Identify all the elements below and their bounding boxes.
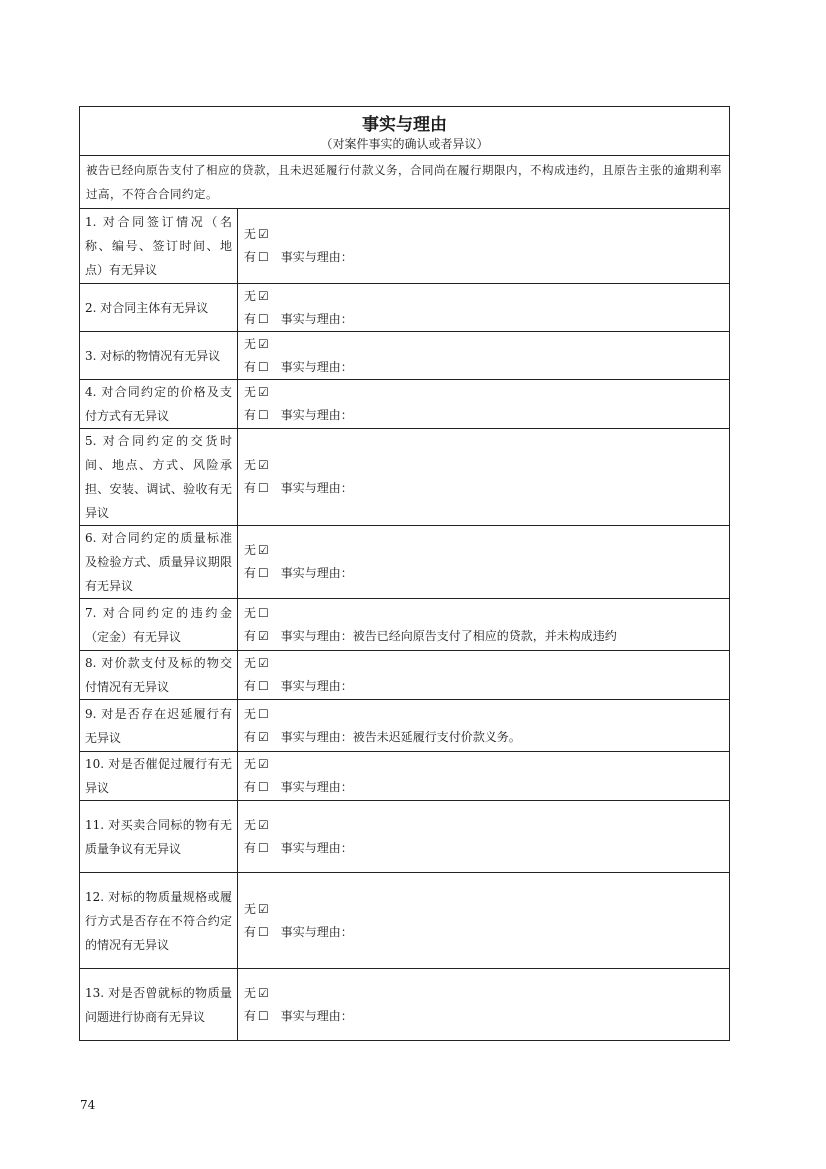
answer-cell: [238, 526, 730, 599]
none-line: [244, 602, 723, 625]
none-label: 无: [244, 458, 257, 472]
has-line: [244, 726, 723, 749]
has-checkbox[interactable]: ☐: [258, 679, 269, 693]
reason-text[interactable]: 被告已经向原告支付了相应的贷款，并未构成违约: [352, 628, 617, 643]
table-row: [80, 651, 730, 700]
none-label: 无: [244, 288, 257, 303]
none-label: 无: [244, 757, 257, 771]
has-label: 有: [244, 1008, 257, 1023]
has-line: [244, 308, 723, 331]
has-checkbox[interactable]: ☑: [258, 628, 269, 643]
has-line: [244, 562, 723, 585]
has-line: [244, 921, 723, 944]
reason-label: 事实与理由：: [280, 481, 353, 495]
none-line: [244, 898, 723, 921]
has-label: 有: [244, 481, 257, 495]
question-label: 11. 对买卖合同标的物有无质量争议有无异议: [80, 801, 238, 873]
has-checkbox[interactable]: ☐: [258, 250, 269, 264]
reason-text[interactable]: 被告未迟延履行支付价款义务。: [352, 729, 521, 744]
table-row: [80, 801, 730, 873]
has-line: [244, 776, 723, 799]
has-checkbox[interactable]: ☑: [258, 729, 269, 744]
has-label: 有: [244, 679, 257, 693]
none-checkbox[interactable]: ☑: [258, 458, 269, 472]
none-checkbox[interactable]: ☑: [258, 817, 269, 832]
none-label: 无: [244, 706, 257, 721]
has-line: [244, 675, 723, 698]
has-label: 有: [244, 408, 257, 422]
answer-cell: [238, 332, 730, 380]
has-label: 有: [244, 924, 257, 939]
header-cell: [80, 107, 730, 156]
none-line: [244, 333, 723, 356]
answer-cell: [238, 651, 730, 700]
has-label: 有: [244, 566, 257, 580]
has-checkbox[interactable]: ☐: [258, 359, 269, 374]
none-label: 无: [244, 385, 257, 399]
has-label: 有: [244, 729, 257, 744]
has-line: [244, 837, 723, 860]
answer-cell: [238, 969, 730, 1041]
has-line: [244, 477, 723, 500]
question-label: 2. 对合同主体有无异议: [80, 284, 238, 332]
question-label: 5. 对合同约定的交货时间、地点、方式、风险承担、安装、调试、验收有无异议: [80, 429, 238, 526]
none-line: [244, 539, 723, 562]
form-subtitle: （对案件事实的确认或者异议）: [320, 136, 489, 151]
none-line: [244, 454, 723, 477]
answer-cell: [238, 380, 730, 429]
has-label: 有: [244, 628, 257, 643]
has-checkbox[interactable]: ☐: [258, 481, 269, 495]
none-checkbox[interactable]: ☑: [258, 227, 269, 241]
none-line: [244, 982, 723, 1005]
question-label: 4. 对合同约定的价格及支付方式有无异议: [80, 380, 238, 429]
table-row: [80, 284, 730, 332]
none-label: 无: [244, 543, 257, 557]
reason-label: 事实与理由：: [280, 679, 353, 693]
question-label: 1. 对合同签订情况（名称、编号、签订时间、地点）有无异议: [80, 209, 238, 284]
none-label: 无: [244, 605, 257, 620]
none-checkbox[interactable]: ☑: [258, 901, 269, 916]
answer-cell: [238, 209, 730, 284]
has-checkbox[interactable]: ☐: [258, 924, 269, 939]
table-row: [80, 873, 730, 969]
has-line: [244, 246, 723, 269]
none-line: [244, 814, 723, 837]
form-title: 事实与理由: [362, 114, 447, 135]
reason-label: 事实与理由：: [280, 628, 353, 643]
has-label: 有: [244, 311, 257, 326]
question-label: 3. 对标的物情况有无异议: [80, 332, 238, 380]
reason-label: 事实与理由：: [280, 250, 353, 264]
has-checkbox[interactable]: ☐: [258, 1008, 269, 1023]
answer-cell: [238, 752, 730, 801]
has-line: [244, 625, 723, 648]
none-label: 无: [244, 901, 257, 916]
none-line: [244, 381, 723, 404]
none-line: [244, 753, 723, 776]
none-line: [244, 285, 723, 308]
answer-cell: [238, 700, 730, 752]
reason-label: 事实与理由：: [280, 729, 353, 744]
table-row: [80, 752, 730, 801]
table-row: [80, 700, 730, 752]
has-checkbox[interactable]: ☐: [258, 566, 269, 580]
reason-label: 事实与理由：: [280, 408, 353, 422]
table-row: [80, 526, 730, 599]
none-checkbox[interactable]: ☑: [258, 385, 269, 399]
reason-label: 事实与理由：: [280, 780, 353, 794]
none-label: 无: [244, 817, 257, 832]
table-row: [80, 429, 730, 526]
answer-cell: [238, 599, 730, 651]
question-label: 6. 对合同约定的质量标准及检验方式、质量异议期限有无异议: [80, 526, 238, 599]
answer-cell: [238, 873, 730, 969]
question-label: 8. 对价款支付及标的物交付情况有无异议: [80, 651, 238, 700]
answer-cell: [238, 429, 730, 526]
has-line: [244, 1005, 723, 1028]
reason-label: 事实与理由：: [280, 311, 353, 326]
summary-text: 被告已经向原告支付了相应的贷款，且未迟延履行付款义务，合同尚在履行期限内，不构成违约，且原告主张的逾期利率过高，不符合合同约定。: [80, 156, 730, 209]
reason-label: 事实与理由：: [280, 1008, 353, 1023]
has-label: 有: [244, 359, 257, 374]
none-checkbox[interactable]: ☑: [258, 543, 269, 557]
question-label: 9. 对是否存在迟延履行有无异议: [80, 700, 238, 752]
has-checkbox[interactable]: ☐: [258, 311, 269, 326]
question-label: 13. 对是否曾就标的物质量问题进行协商有无异议: [80, 969, 238, 1041]
page-number: 74: [80, 1098, 96, 1112]
has-checkbox[interactable]: ☐: [258, 780, 269, 794]
table-row: [80, 380, 730, 429]
table-row: [80, 209, 730, 284]
none-line: [244, 223, 723, 246]
none-checkbox[interactable]: ☑: [258, 336, 269, 351]
summary-row: [80, 156, 730, 209]
has-label: 有: [244, 250, 257, 264]
answer-cell: [238, 801, 730, 873]
form-table: [79, 106, 730, 1041]
none-line: [244, 703, 723, 726]
none-checkbox[interactable]: ☐: [258, 706, 269, 721]
question-label: 10. 对是否催促过履行有无异议: [80, 752, 238, 801]
none-checkbox[interactable]: ☑: [258, 288, 269, 303]
question-label: 7. 对合同约定的违约金（定金）有无异议: [80, 599, 238, 651]
table-row: [80, 599, 730, 651]
none-checkbox[interactable]: ☐: [258, 605, 269, 620]
none-label: 无: [244, 227, 257, 241]
has-line: [244, 404, 723, 427]
reason-label: 事实与理由：: [280, 566, 353, 580]
facts-and-reasons-form: [79, 106, 729, 1041]
none-label: 无: [244, 985, 257, 1000]
none-checkbox[interactable]: ☑: [258, 985, 269, 1000]
none-label: 无: [244, 336, 257, 351]
has-line: [244, 356, 723, 379]
none-checkbox[interactable]: ☑: [258, 757, 269, 771]
table-row: [80, 332, 730, 380]
none-checkbox[interactable]: ☑: [258, 656, 269, 670]
has-checkbox[interactable]: ☐: [258, 840, 269, 855]
has-label: 有: [244, 780, 257, 794]
none-label: 无: [244, 656, 257, 670]
has-label: 有: [244, 840, 257, 855]
reason-label: 事实与理由：: [280, 840, 353, 855]
reason-label: 事实与理由：: [280, 924, 353, 939]
question-label: 12. 对标的物质量规格或履行方式是否存在不符合约定的情况有无异议: [80, 873, 238, 969]
has-checkbox[interactable]: ☐: [258, 408, 269, 422]
none-line: [244, 652, 723, 675]
items-body: [80, 209, 730, 1041]
header-row: [80, 107, 730, 156]
answer-cell: [238, 284, 730, 332]
reason-label: 事实与理由：: [280, 359, 353, 374]
table-row: [80, 969, 730, 1041]
